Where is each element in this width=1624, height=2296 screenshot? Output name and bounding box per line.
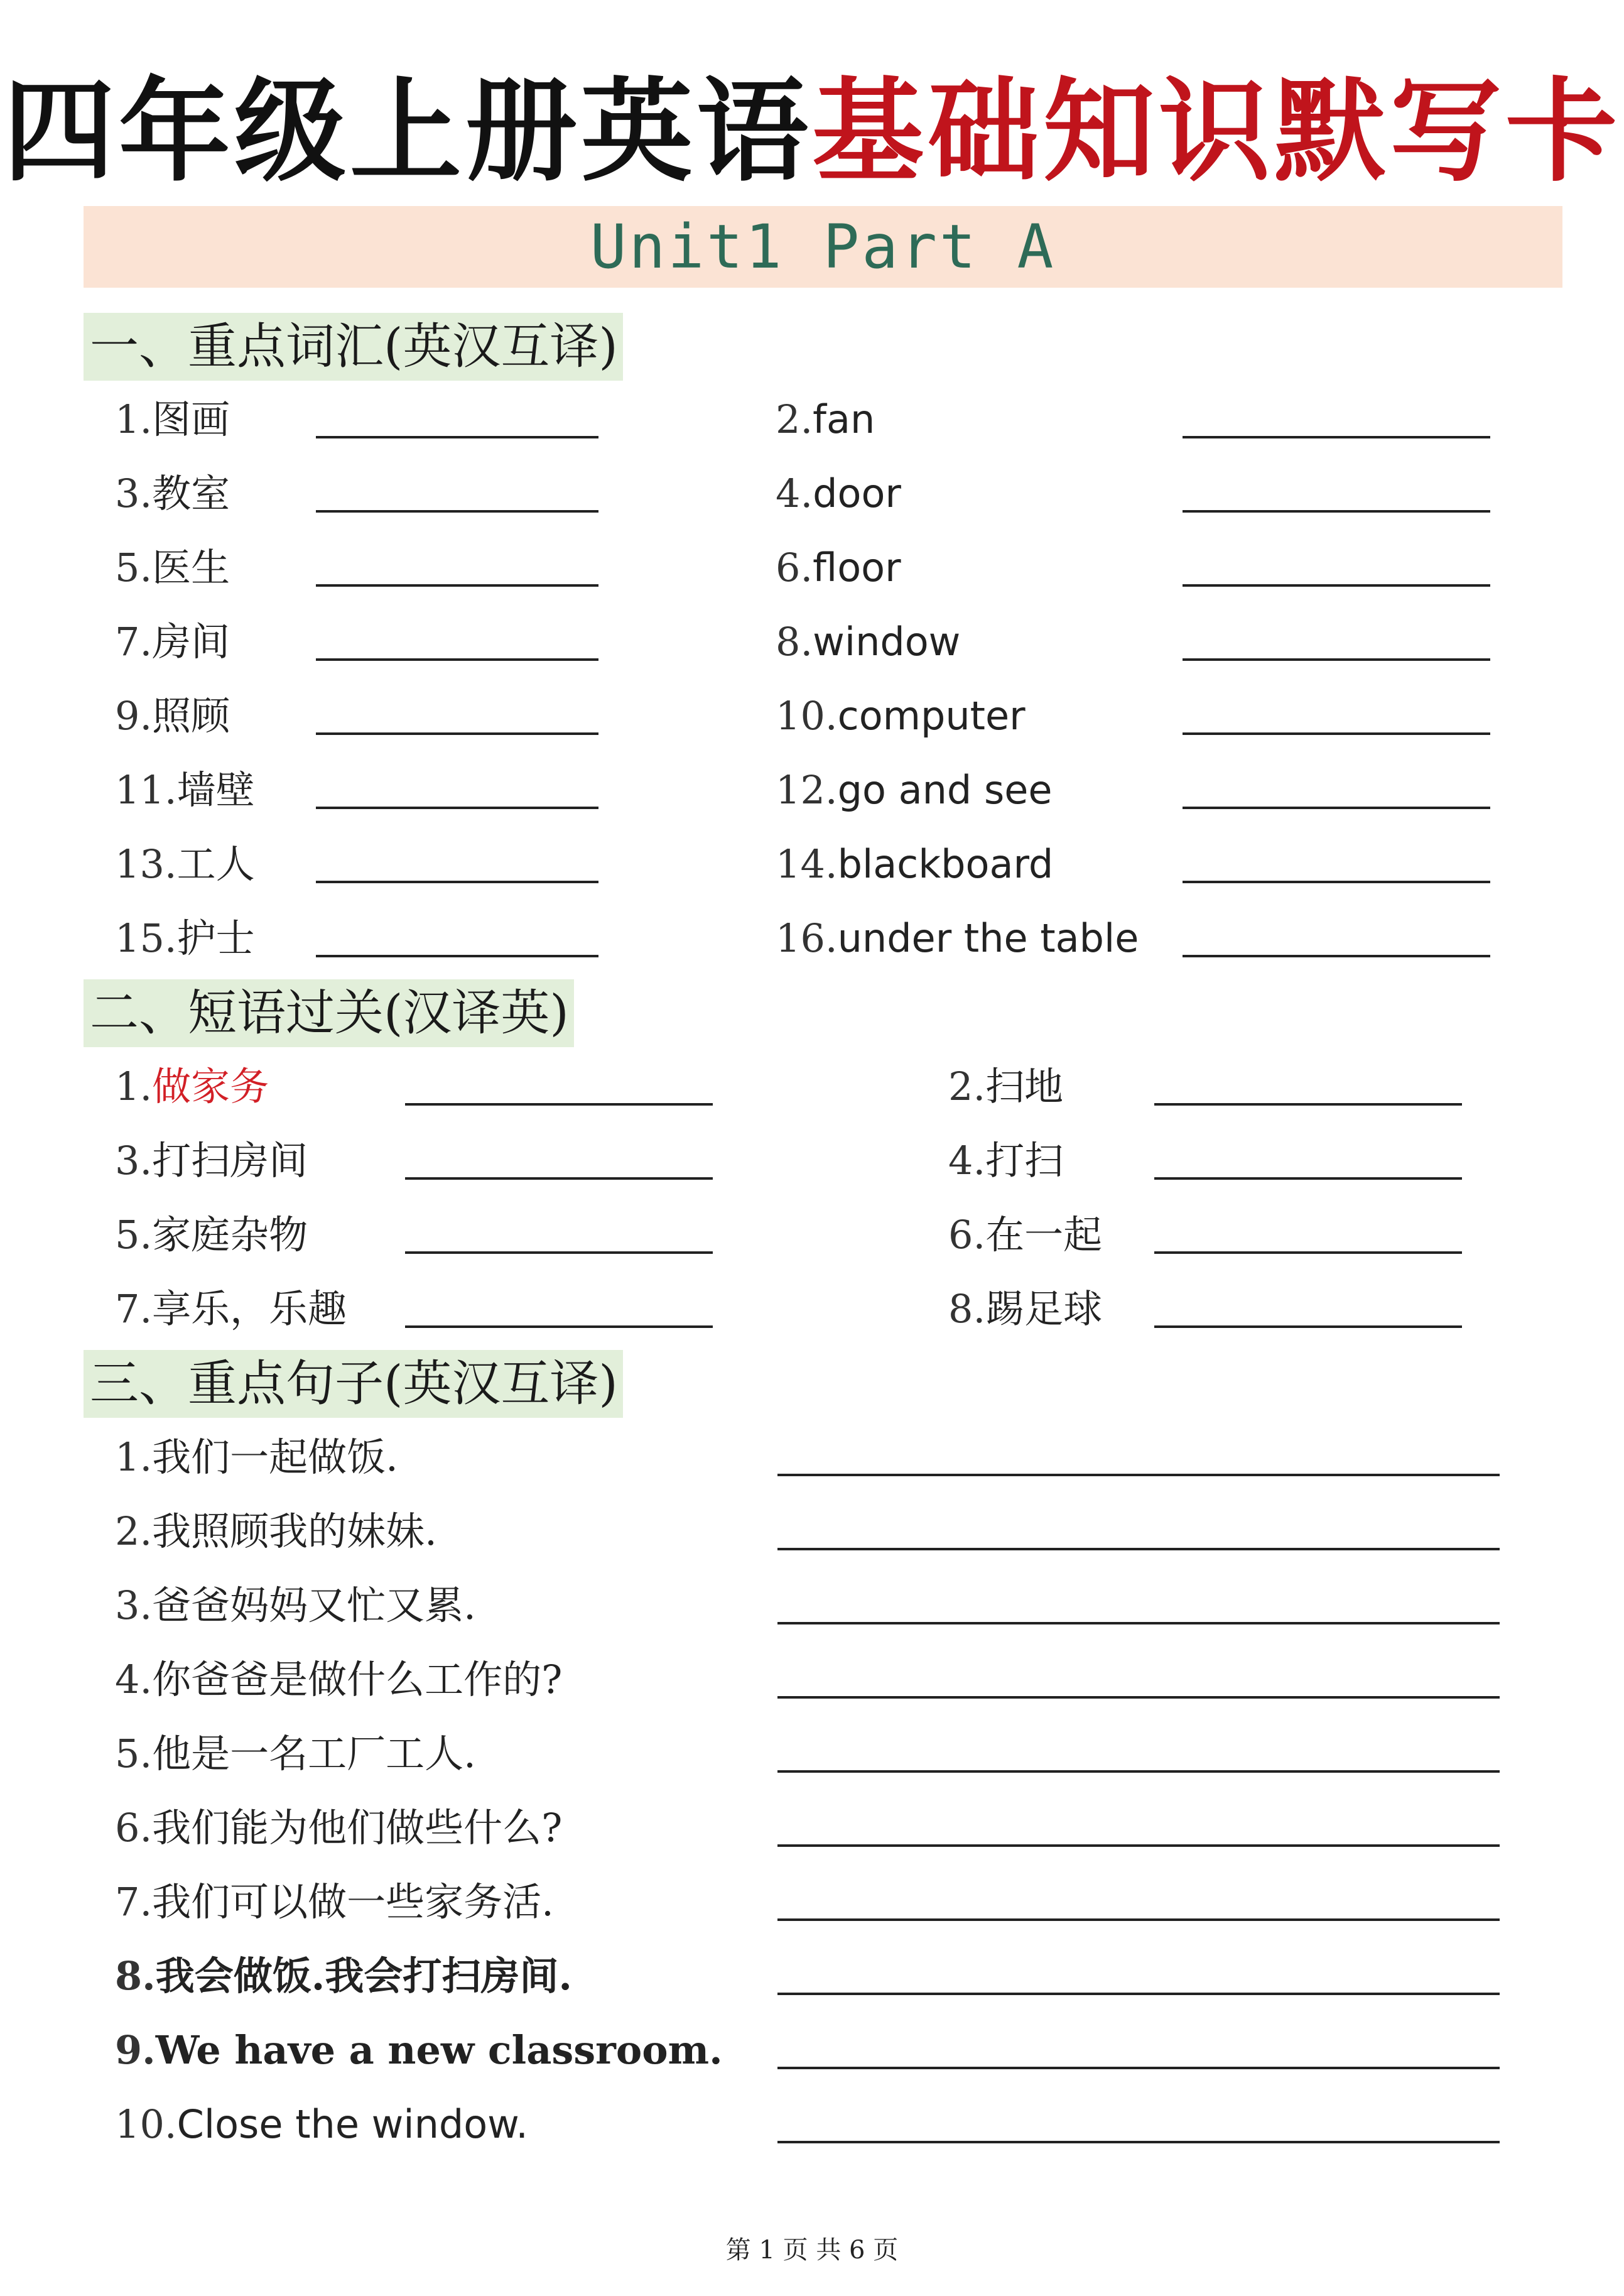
- phrase-item: 1.做家务: [115, 1064, 269, 1109]
- vocab-item: 7.房间: [115, 619, 230, 665]
- answer-line[interactable]: [777, 1696, 1500, 1699]
- vocab-item: 16.under the table: [776, 915, 1139, 961]
- page-footer: 第 1 页 共 6 页: [725, 2236, 899, 2265]
- vocab-item: 8.window: [776, 619, 961, 665]
- answer-line[interactable]: [316, 584, 598, 587]
- answer-line[interactable]: [777, 1918, 1500, 1921]
- sentence-item: 4.你爸爸是做什么工作的?: [115, 1657, 563, 1702]
- answer-line[interactable]: [777, 1844, 1500, 1847]
- phrase-item: 6.在一起: [948, 1212, 1103, 1258]
- vocab-item: 13.工人: [115, 841, 255, 887]
- page-title: [0, 60, 1624, 204]
- phrase-item: 4.打扫: [948, 1138, 1064, 1183]
- section2-header: 二、短语过关(汉译英): [84, 979, 574, 1047]
- answer-line[interactable]: [777, 1622, 1500, 1624]
- unit-banner: [84, 206, 1562, 288]
- answer-line[interactable]: [1183, 807, 1490, 809]
- section1-header: 一、重点词汇(英汉互译): [84, 313, 623, 381]
- answer-line[interactable]: [1183, 584, 1490, 587]
- answer-line[interactable]: [1154, 1103, 1462, 1106]
- vocab-item: 10.computer: [776, 693, 1026, 739]
- vocab-item: 15.护士: [115, 915, 255, 961]
- phrase-item: 5.家庭杂物: [115, 1212, 308, 1258]
- section3-header: 三、重点句子(英汉互译): [84, 1350, 623, 1418]
- vocab-item: 6.floor: [776, 545, 901, 590]
- answer-line[interactable]: [1183, 955, 1490, 957]
- answer-line[interactable]: [1154, 1251, 1462, 1254]
- answer-line[interactable]: [405, 1251, 713, 1254]
- vocab-item: 4.door: [776, 471, 901, 516]
- answer-line[interactable]: [316, 658, 598, 661]
- vocab-item: 3.教室: [115, 471, 230, 516]
- vocab-item: 5.医生: [115, 545, 230, 590]
- sentence-item: 3.爸爸妈妈又忙又累.: [115, 1582, 476, 1628]
- answer-line[interactable]: [316, 807, 598, 809]
- sentence-item: 6.我们能为他们做些什么?: [115, 1805, 563, 1851]
- sentence-item: 7.我们可以做一些家务活.: [115, 1879, 554, 1925]
- answer-line[interactable]: [1154, 1177, 1462, 1180]
- answer-line[interactable]: [1183, 436, 1490, 438]
- answer-line[interactable]: [1183, 881, 1490, 883]
- sentence-item: 1.我们一起做饭.: [115, 1434, 398, 1480]
- vocab-item: 1.图画: [115, 396, 230, 442]
- sentence-item: 8.我会做饭.我会打扫房间.: [115, 1953, 572, 1999]
- phrase-item: 7.享乐，乐趣: [115, 1286, 347, 1332]
- answer-line[interactable]: [777, 1474, 1500, 1476]
- phrase-item: 2.扫地: [948, 1064, 1064, 1109]
- answer-line[interactable]: [777, 1548, 1500, 1550]
- sentence-item: 10.Close the window.: [115, 2101, 528, 2147]
- answer-line[interactable]: [1183, 732, 1490, 735]
- answer-line[interactable]: [777, 2067, 1500, 2069]
- vocab-item: 11.墙壁: [115, 767, 255, 813]
- answer-line[interactable]: [777, 2141, 1500, 2143]
- answer-line[interactable]: [1154, 1325, 1462, 1328]
- sentence-item: 9.We have a new classroom.: [115, 2027, 723, 2073]
- sentence-item: 5.他是一名工厂工人.: [115, 1731, 476, 1776]
- answer-line[interactable]: [316, 436, 598, 438]
- phrase-item: 3.打扫房间: [115, 1138, 308, 1183]
- vocab-item: 12.go and see: [776, 767, 1053, 813]
- unit-banner-label: Unit1 Part A: [590, 212, 1056, 282]
- answer-line[interactable]: [1183, 658, 1490, 661]
- answer-line[interactable]: [1183, 510, 1490, 513]
- answer-line[interactable]: [316, 510, 598, 513]
- answer-line[interactable]: [405, 1103, 713, 1106]
- phrase-item: 8.踢足球: [948, 1286, 1103, 1332]
- answer-line[interactable]: [316, 732, 598, 735]
- answer-line[interactable]: [316, 955, 598, 957]
- vocab-item: 14.blackboard: [776, 841, 1054, 887]
- answer-line[interactable]: [777, 1993, 1500, 1995]
- title-red-part: 基础知识默写卡: [812, 67, 1621, 197]
- sentence-item: 2.我照顾我的妹妹.: [115, 1508, 437, 1554]
- answer-line[interactable]: [405, 1325, 713, 1328]
- vocab-item: 2.fan: [776, 396, 875, 442]
- answer-line[interactable]: [777, 1770, 1500, 1773]
- title-black-part: 四年级上册英语: [3, 67, 812, 197]
- answer-line[interactable]: [405, 1177, 713, 1180]
- vocab-item: 9.照顾: [115, 693, 230, 739]
- answer-line[interactable]: [316, 881, 598, 883]
